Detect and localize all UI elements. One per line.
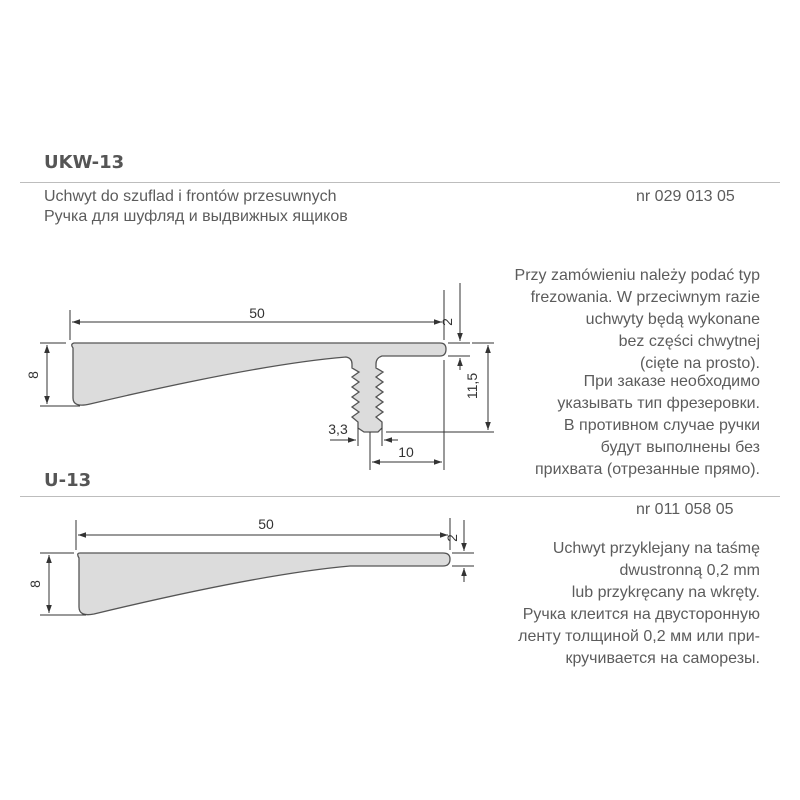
u13-note-ru: Ручка клеится на двусторонную ленту толщиной 0,2 мм или при- кручивается на саморезы. (518, 606, 760, 667)
ukw-dim-height (25, 343, 80, 406)
ukw-profile-shape (72, 343, 446, 432)
u13-profile-shape (78, 553, 450, 615)
ukw-dim-offset (370, 360, 444, 470)
ukw-title: UKW-13 (44, 152, 125, 173)
u13-profile-drawing (78, 553, 450, 615)
u13-dim-lip-label: 2 (444, 534, 460, 542)
u13-dim-width (76, 516, 450, 550)
u13-dim-height (27, 553, 86, 615)
ukw-number: nr 029 013 05 (636, 188, 735, 205)
ukw-dim-height-label: 8 (25, 371, 41, 379)
ukw-profile-drawing (72, 343, 446, 432)
ukw-dim-tenon-label: 3,3 (328, 421, 348, 437)
ukw-desc-ru: Ручка для шуфляд и выдвижных ящиков (44, 208, 348, 225)
ukw-note-pl: Przy zamówieniu należy podać typ frezowania. W przeciwnym razie uchwyty będą wykonane bez części chwytnej (cięte na prosto). (514, 267, 760, 372)
ukw-dim-total-label: 11,5 (464, 372, 480, 400)
ukw-desc-pl: Uchwyt do szuflad i frontów przesuwnych (44, 188, 337, 205)
u13-dim-height-label: 8 (27, 580, 43, 588)
u13-note-pl: Uchwyt przyklejany na taśmę dwustronną 0,2 mm lub przykręcany na wkręty. (552, 540, 760, 601)
u13-dim-lip (444, 520, 474, 582)
u13-title: U-13 (44, 470, 92, 491)
ukw-dim-width-label: 50 (249, 305, 265, 321)
ukw-dim-width (70, 290, 444, 340)
u13-number: nr 011 058 05 (636, 501, 734, 518)
u13-dim-width-label: 50 (258, 516, 274, 532)
ukw-dim-lip-label: 2 (439, 318, 455, 326)
ukw-note-ru: При заказе необходимо указывать тип фрезеровки. В противном случае ручки будут выполнены без прихвата (отрезанные прямо). (535, 373, 760, 478)
ukw-dim-offset-label: 10 (398, 444, 414, 460)
